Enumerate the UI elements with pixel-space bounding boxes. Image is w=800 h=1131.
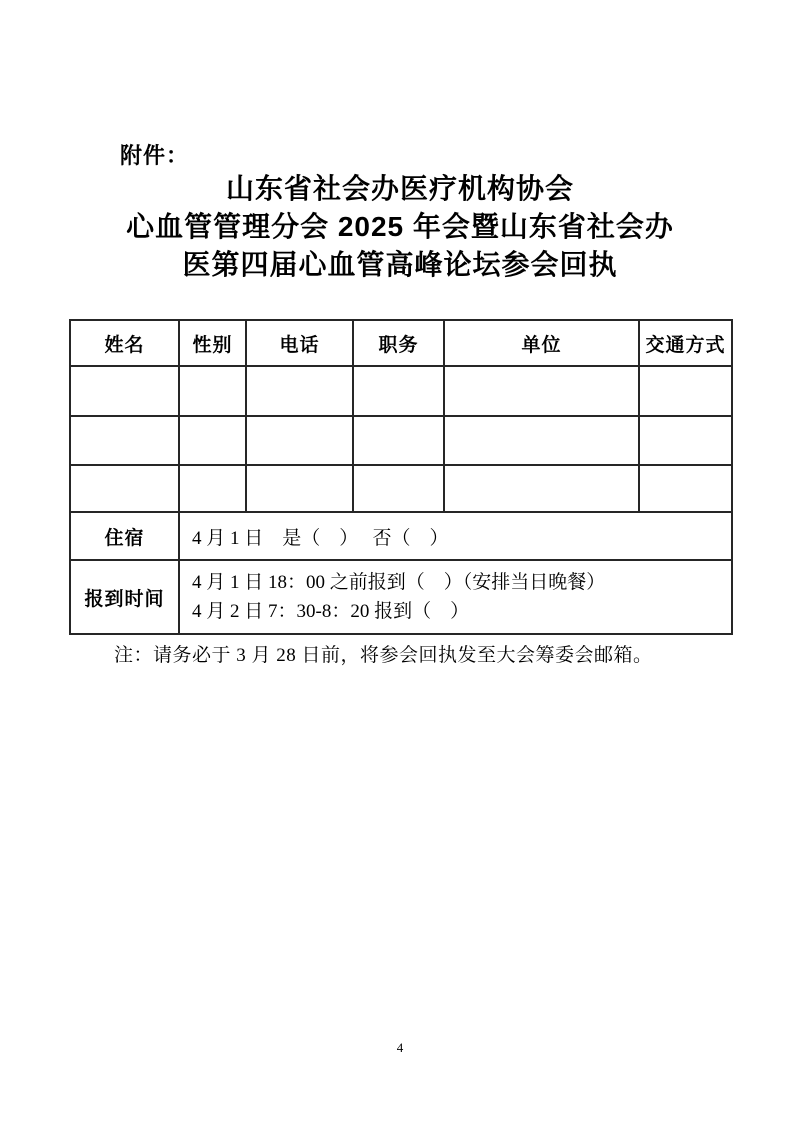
table-cell-empty bbox=[353, 366, 444, 416]
title-line-2: 心血管管理分会 2025 年会暨山东省社会办 bbox=[126, 211, 674, 242]
registration-form-table bbox=[69, 319, 733, 635]
checkin-time-content bbox=[179, 560, 732, 634]
table-cell-empty bbox=[179, 465, 246, 512]
attachment-label: 附件： bbox=[120, 143, 190, 168]
accommodation-row bbox=[70, 512, 732, 560]
table-cell-empty bbox=[179, 416, 246, 465]
table-cell-empty bbox=[639, 416, 732, 465]
accommodation-content: 4 月 1 日 是（ ） 否（ ） bbox=[179, 512, 732, 560]
checkin-time-label: 报到时间 bbox=[70, 560, 179, 634]
title-line-3: 医第四届心血管高峰论坛参会回执 bbox=[182, 249, 618, 280]
table-cell-empty bbox=[70, 366, 179, 416]
page-number: 4 bbox=[396, 1040, 404, 1055]
column-header-position: 职务 bbox=[353, 320, 444, 366]
table-cell-empty bbox=[353, 465, 444, 512]
table-cell-empty bbox=[70, 465, 179, 512]
table-cell-empty bbox=[353, 416, 444, 465]
accommodation-label: 住宿 bbox=[70, 512, 179, 560]
table-row bbox=[70, 465, 732, 512]
table-row bbox=[70, 366, 732, 416]
checkin-time-line-1: 4 月 1 日 18：00 之前报到（ ）（安排当日晚餐） bbox=[192, 572, 606, 593]
table-cell-empty bbox=[246, 366, 353, 416]
column-header-phone: 电话 bbox=[246, 320, 353, 366]
table-cell-empty bbox=[246, 465, 353, 512]
note-text: 注：请务必于 3 月 28 日前，将参会回执发至大会筹委会邮箱。 bbox=[114, 645, 653, 666]
title-line-1: 山东省社会办医疗机构协会 bbox=[225, 173, 574, 204]
table-cell-empty bbox=[70, 416, 179, 465]
table-header-row bbox=[70, 320, 732, 366]
table-cell-empty bbox=[444, 416, 639, 465]
table-row bbox=[70, 416, 732, 465]
table-cell-empty bbox=[639, 366, 732, 416]
table-cell-empty bbox=[639, 465, 732, 512]
table-cell-empty bbox=[444, 366, 639, 416]
column-header-gender: 性别 bbox=[179, 320, 246, 366]
table-cell-empty bbox=[179, 366, 246, 416]
checkin-time-row bbox=[70, 560, 732, 634]
checkin-time-line-2: 4 月 2 日 7：30-8：20 报到（ ） bbox=[192, 601, 470, 622]
column-header-organization: 单位 bbox=[444, 320, 639, 366]
column-header-name: 姓名 bbox=[70, 320, 179, 366]
table-cell-empty bbox=[246, 416, 353, 465]
column-header-transportation: 交通方式 bbox=[639, 320, 732, 366]
document-title bbox=[0, 170, 800, 284]
table-cell-empty bbox=[444, 465, 639, 512]
